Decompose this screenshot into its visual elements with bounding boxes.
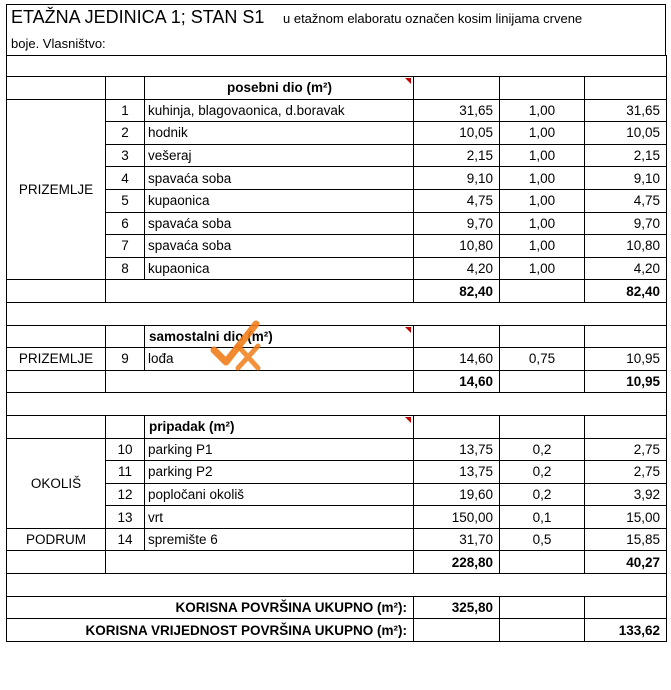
group-label-prizemlje: PRIZEMLJE xyxy=(7,99,106,280)
item-number: 4 xyxy=(106,167,145,190)
area-table xyxy=(6,55,667,642)
item-number: 10 xyxy=(106,438,145,461)
section-total-row xyxy=(7,280,667,303)
item-value: 10,80 xyxy=(585,235,667,258)
item-coefficient: 1,00 xyxy=(500,99,585,122)
item-name: spremište 6 xyxy=(145,528,414,551)
item-name: hodnik xyxy=(145,122,414,145)
item-area: 150,00 xyxy=(414,506,500,529)
table-row xyxy=(7,506,667,529)
item-coefficient: 1,00 xyxy=(500,167,585,190)
spacer-row xyxy=(7,56,667,77)
section-total-row xyxy=(7,370,667,393)
item-value: 2,15 xyxy=(585,144,667,167)
item-area: 13,75 xyxy=(414,461,500,484)
table-row xyxy=(7,257,667,280)
item-number: 11 xyxy=(106,461,145,484)
spacer-row xyxy=(7,574,667,597)
item-value: 15,00 xyxy=(585,506,667,529)
table-row xyxy=(7,167,667,190)
spacer-row xyxy=(7,302,667,325)
item-coefficient: 1,00 xyxy=(500,257,585,280)
item-area: 19,60 xyxy=(414,483,500,506)
vrijednost-label: KORISNA VRIJEDNOST POVRŠINA UKUPNO (m²): xyxy=(7,619,414,642)
item-coefficient: 0,75 xyxy=(500,348,585,371)
table-row xyxy=(7,189,667,212)
table-row xyxy=(7,122,667,145)
item-value: 3,92 xyxy=(585,483,667,506)
item-name: spavaća soba xyxy=(145,212,414,235)
item-number: 2 xyxy=(106,122,145,145)
table-row xyxy=(7,461,667,484)
item-area: 14,60 xyxy=(414,348,500,371)
section-title-pripadak: pripadak (m²) xyxy=(149,419,235,435)
table-row xyxy=(7,438,667,461)
total-value: 40,27 xyxy=(585,551,667,574)
item-coefficient: 1,00 xyxy=(500,235,585,258)
table-row xyxy=(7,483,667,506)
item-name: spavaća soba xyxy=(145,235,414,258)
section-title-samostalni: samostalni dio (m²) xyxy=(149,328,273,344)
section-header-posebni xyxy=(7,77,667,100)
item-name: kupaonica xyxy=(145,257,414,280)
item-coefficient: 0,2 xyxy=(500,483,585,506)
item-area: 10,05 xyxy=(414,122,500,145)
item-number: 13 xyxy=(106,506,145,529)
unit-description: u etažnom elaboratu označen kosim linijama crvene xyxy=(283,11,583,26)
item-coefficient: 1,00 xyxy=(500,122,585,145)
section-header-pripadak xyxy=(7,415,667,438)
item-value: 31,65 xyxy=(585,99,667,122)
korisna-value: 325,80 xyxy=(414,596,500,619)
item-name: vrt xyxy=(145,506,414,529)
group-label-podrum: PODRUM xyxy=(7,528,106,551)
item-area: 9,70 xyxy=(414,212,500,235)
section-title-posebni: posebni dio (m²) xyxy=(227,80,332,96)
item-value: 10,05 xyxy=(585,122,667,145)
comment-marker-icon xyxy=(405,417,411,423)
item-coefficient: 1,00 xyxy=(500,144,585,167)
item-area: 10,80 xyxy=(414,235,500,258)
item-number: 6 xyxy=(106,212,145,235)
item-number: 5 xyxy=(106,189,145,212)
item-area: 13,75 xyxy=(414,438,500,461)
group-label-okolis: OKOLIŠ xyxy=(7,438,106,528)
table-row xyxy=(7,348,667,371)
item-coefficient: 0,5 xyxy=(500,528,585,551)
item-value: 9,10 xyxy=(585,167,667,190)
item-coefficient: 0,2 xyxy=(500,438,585,461)
group-label-prizemlje: PRIZEMLJE xyxy=(7,348,106,371)
table-row xyxy=(7,235,667,258)
table-row xyxy=(7,99,667,122)
item-number: 1 xyxy=(106,99,145,122)
table-row xyxy=(7,144,667,167)
item-value: 10,95 xyxy=(585,348,667,371)
item-value: 2,75 xyxy=(585,461,667,484)
unit-title: ETAŽNA JEDINICA 1; STAN S1 xyxy=(11,7,265,27)
item-number: 14 xyxy=(106,528,145,551)
total-area: 14,60 xyxy=(414,370,500,393)
document-header xyxy=(6,4,666,56)
item-number: 9 xyxy=(106,348,145,371)
total-value: 10,95 xyxy=(585,370,667,393)
item-name: popločani okoliš xyxy=(145,483,414,506)
total-value: 82,40 xyxy=(585,280,667,303)
section-header-samostalni xyxy=(7,325,667,348)
item-value: 2,75 xyxy=(585,438,667,461)
section-total-row xyxy=(7,551,667,574)
total-area: 82,40 xyxy=(414,280,500,303)
comment-marker-icon xyxy=(405,327,411,333)
korisna-label: KORISNA POVRŠINA UKUPNO (m²): xyxy=(7,596,414,619)
item-number: 7 xyxy=(106,235,145,258)
item-area: 4,75 xyxy=(414,189,500,212)
item-value: 4,75 xyxy=(585,189,667,212)
item-coefficient: 1,00 xyxy=(500,212,585,235)
table-row xyxy=(7,528,667,551)
item-area: 31,65 xyxy=(414,99,500,122)
spacer-row xyxy=(7,393,667,416)
item-area: 2,15 xyxy=(414,144,500,167)
item-name: lođa xyxy=(145,348,414,371)
item-value: 15,85 xyxy=(585,528,667,551)
summary-vrijednost-row xyxy=(7,619,667,642)
vrijednost-value: 133,62 xyxy=(585,619,667,642)
item-area: 4,20 xyxy=(414,257,500,280)
item-number: 8 xyxy=(106,257,145,280)
watermark-logo-icon xyxy=(208,316,268,376)
total-area: 228,80 xyxy=(414,551,500,574)
unit-description-cont: boje. Vlasništvo: xyxy=(11,36,106,51)
item-coefficient: 0,1 xyxy=(500,506,585,529)
table-row xyxy=(7,212,667,235)
item-name: kupaonica xyxy=(145,189,414,212)
item-coefficient: 1,00 xyxy=(500,189,585,212)
item-value: 9,70 xyxy=(585,212,667,235)
item-area: 31,70 xyxy=(414,528,500,551)
item-number: 3 xyxy=(106,144,145,167)
item-coefficient: 0,2 xyxy=(500,461,585,484)
comment-marker-icon xyxy=(405,78,411,84)
item-name: spavaća soba xyxy=(145,167,414,190)
item-number: 12 xyxy=(106,483,145,506)
item-name: vešeraj xyxy=(145,144,414,167)
item-area: 9,10 xyxy=(414,167,500,190)
item-value: 4,20 xyxy=(585,257,667,280)
summary-korisna-row xyxy=(7,596,667,619)
item-name: parking P2 xyxy=(145,461,414,484)
item-name: kuhinja, blagovaonica, d.boravak xyxy=(145,99,414,122)
item-name: parking P1 xyxy=(145,438,414,461)
